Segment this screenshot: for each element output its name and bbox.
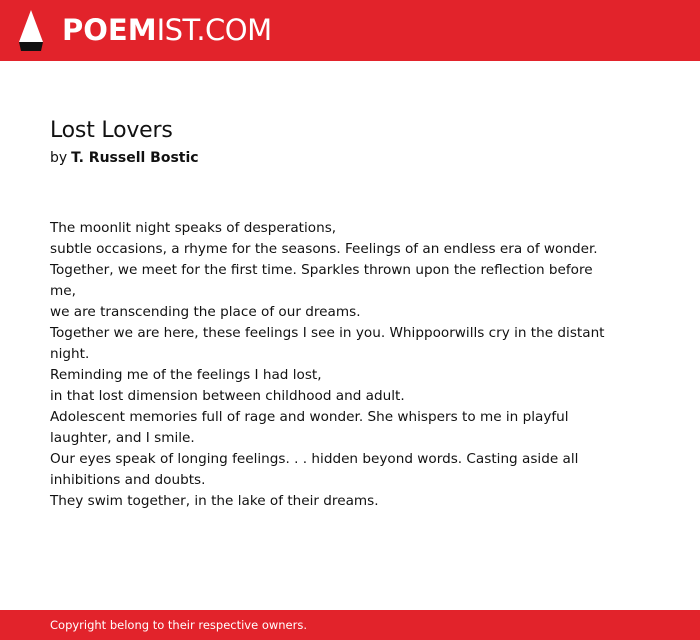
site-footer — [0, 610, 700, 640]
pencil-icon — [19, 10, 43, 51]
site-logo-text — [62, 12, 272, 48]
poem-line: we are transcending the place of our dreams. — [50, 304, 361, 320]
poem-line: They swim together, in the lake of their dreams. — [50, 493, 379, 509]
poem-body — [50, 218, 610, 512]
poem-content — [50, 116, 610, 512]
poem-byline — [50, 148, 610, 168]
by-label: by — [50, 150, 68, 166]
site-logo-link[interactable] — [0, 0, 272, 61]
poem-line: Together we are here, these feelings I see in you. Whippoorwills cry in the distant night. — [50, 325, 605, 362]
poem-line: subtle occasions, a rhyme for the seasons. Feelings of an endless era of wonder. — [50, 241, 598, 257]
site-header — [0, 0, 700, 61]
poem-title: Lost Lovers — [50, 118, 173, 143]
logo-brand-bold: POEM — [62, 13, 157, 47]
poem-line: The moonlit night speaks of desperations, — [50, 220, 337, 236]
footer-copyright: Copyright belong to their respective owners. — [50, 618, 308, 632]
poem-author: T. Russell Bostic — [71, 150, 199, 166]
poem-line: Our eyes speak of longing feelings. . . hidden beyond words. Casting aside all inhibitions and doubts. — [50, 451, 579, 488]
logo-brand-light: IST.COM — [156, 13, 272, 47]
poem-line: in that lost dimension between childhood and adult. — [50, 388, 405, 404]
poem-line: Reminding me of the feelings I had lost, — [50, 367, 322, 383]
poem-line: Adolescent memories full of rage and wonder. She whispers to me in playful laughter, and I smile. — [50, 409, 569, 446]
poem-line: Together, we meet for the first time. Sparkles thrown upon the reflection before me, — [50, 262, 593, 299]
